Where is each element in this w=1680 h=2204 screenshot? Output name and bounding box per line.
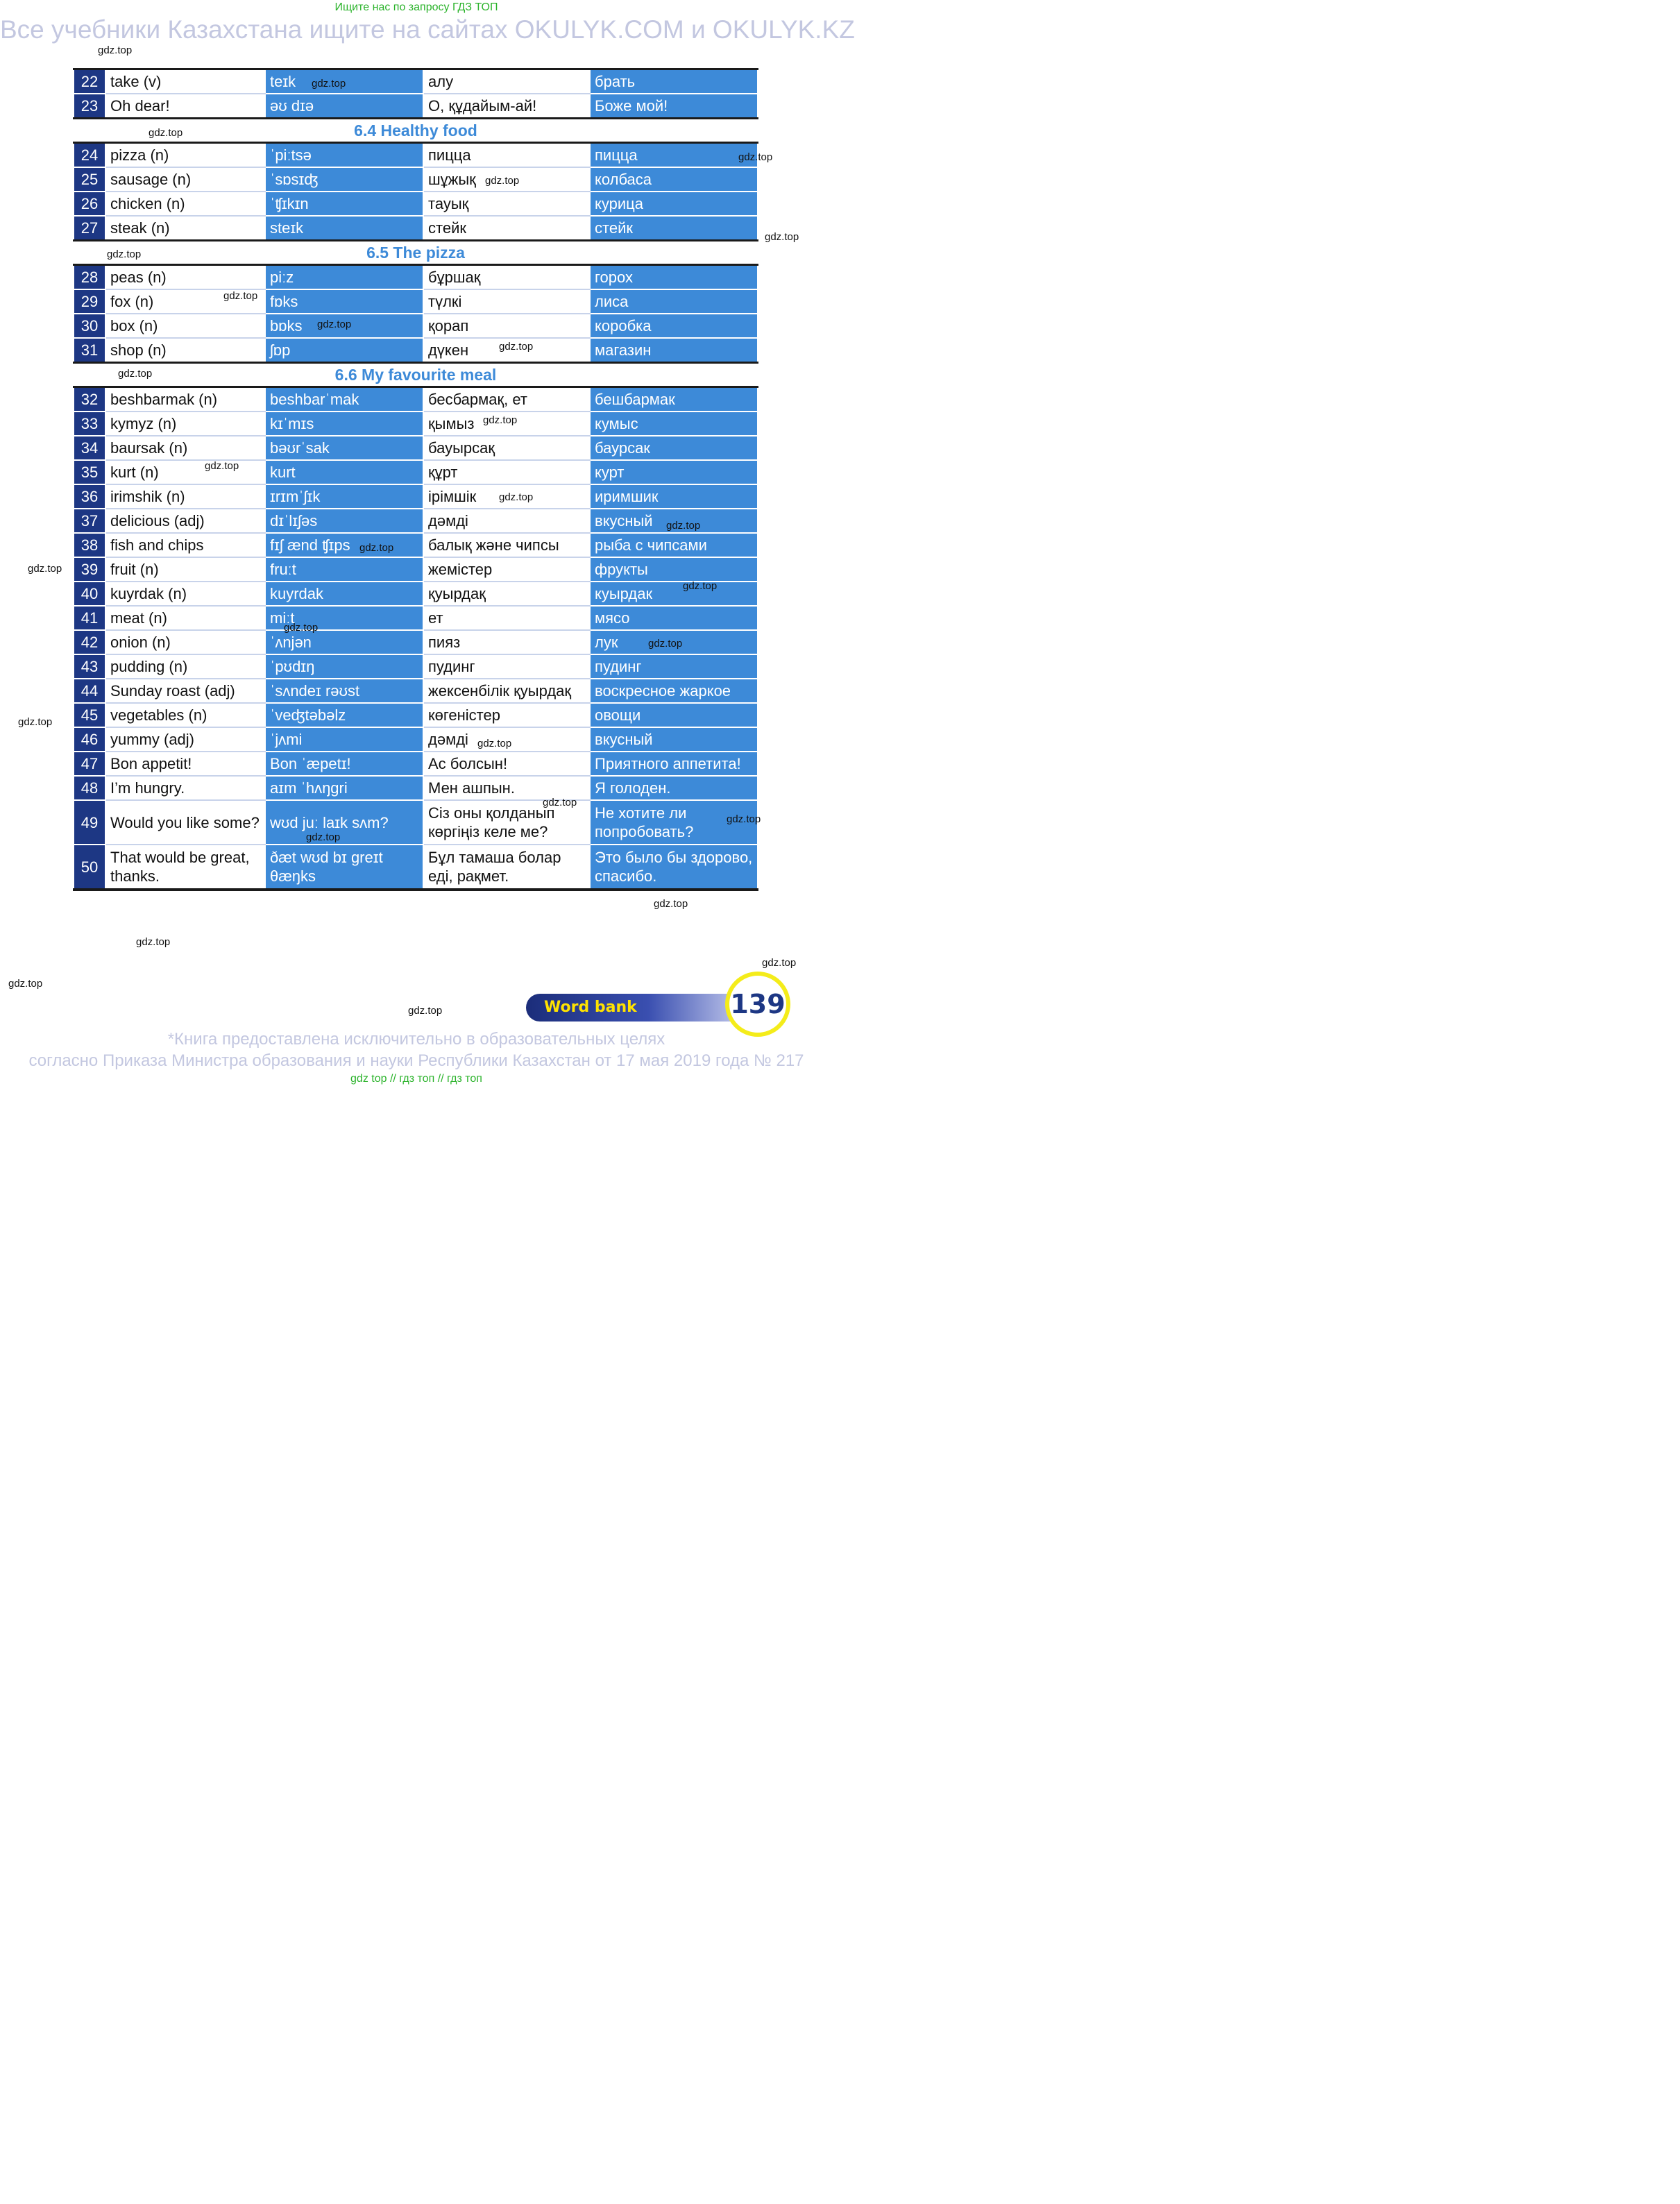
transcription: fruːt (265, 557, 423, 582)
watermark: gdz.top (499, 341, 534, 353)
russian-translation: мясо (590, 606, 758, 630)
russian-translation: пудинг (590, 654, 758, 679)
word-bank-badge (526, 989, 786, 1023)
transcription: kɪˈmɪs (265, 412, 423, 436)
transcription: piːz (265, 265, 423, 290)
russian-translation: лук (590, 630, 758, 654)
transcription: steɪk (265, 216, 423, 241)
kazakh-translation: қуырдақ (423, 582, 590, 606)
kazakh-translation: пудинг (423, 654, 590, 679)
watermark: gdz.top (666, 520, 701, 532)
word-number: 50 (74, 845, 105, 890)
english-word: pizza (n) (105, 143, 265, 168)
english-word: box (n) (105, 314, 265, 338)
english-word: fox (n) (105, 289, 265, 314)
word-row (74, 679, 758, 703)
watermark: gdz.top (317, 319, 352, 330)
watermark: gdz.top (543, 797, 577, 808)
word-row (74, 800, 758, 845)
watermark: gdz.top (136, 936, 171, 948)
word-row (74, 727, 758, 752)
russian-translation: магазин (590, 338, 758, 363)
russian-translation: рыба с чипсами (590, 533, 758, 557)
russian-translation: курт (590, 460, 758, 484)
word-row (74, 654, 758, 679)
russian-translation: фрукты (590, 557, 758, 582)
english-word: delicious (adj) (105, 509, 265, 533)
russian-translation: стейк (590, 216, 758, 241)
russian-translation: Не хотите ли попробовать? (590, 800, 758, 845)
kazakh-translation: О, құдайым-ай! (423, 94, 590, 119)
english-word: Bon appetit! (105, 752, 265, 776)
word-number: 22 (74, 69, 105, 94)
watermark: gdz.top (654, 898, 688, 910)
english-word: beshbarmak (n) (105, 387, 265, 412)
english-word: peas (n) (105, 265, 265, 290)
word-row (74, 265, 758, 290)
kazakh-translation: пицца (423, 143, 590, 168)
section-heading-row (74, 363, 758, 387)
search-note: Ищите нас по запросу ГДЗ ТОП (334, 1, 498, 13)
kazakh-translation: шұжық (423, 167, 590, 192)
word-row (74, 216, 758, 241)
word-number: 43 (74, 654, 105, 679)
word-row (74, 845, 758, 890)
english-word: vegetables (n) (105, 703, 265, 727)
kazakh-translation: ет (423, 606, 590, 630)
section-title: 6.5 The pizza (74, 241, 758, 265)
word-row (74, 703, 758, 727)
kazakh-translation: алу (423, 69, 590, 94)
kazakh-translation: бұршақ (423, 265, 590, 290)
section-label: Word bank (544, 999, 637, 1016)
disclaimer-line-2: согласно Приказа Министра образования и науки Республики Казахстан от 17 мая 2019 года № 217 (28, 1051, 804, 1070)
word-row (74, 314, 758, 338)
transcription: ˈveʤtəbəlz (265, 703, 423, 727)
word-number: 27 (74, 216, 105, 241)
kazakh-translation: жемістер (423, 557, 590, 582)
transcription: ˈsʌndeɪ rəʊst (265, 679, 423, 703)
kazakh-translation: жексенбілік қуырдақ (423, 679, 590, 703)
word-row (74, 533, 758, 557)
transcription: ˈsɒsɪʤ (265, 167, 423, 192)
transcription: kurt (265, 460, 423, 484)
russian-translation: куырдак (590, 582, 758, 606)
russian-translation: пицца (590, 143, 758, 168)
word-number: 39 (74, 557, 105, 582)
word-row (74, 192, 758, 216)
word-number: 36 (74, 484, 105, 509)
section-title: 6.6 My favourite meal (74, 363, 758, 387)
disclaimer-line-1: *Книга предоставлена исключительно в образовательных целях (167, 1030, 665, 1049)
section-title: 6.4 Healthy food (74, 119, 758, 143)
english-word: shop (n) (105, 338, 265, 363)
russian-translation: воскресное жаркое (590, 679, 758, 703)
watermark: gdz.top (118, 368, 153, 380)
watermark: gdz.top (762, 957, 797, 969)
transcription: teɪk (265, 69, 423, 94)
page-number: 139 (725, 972, 790, 1037)
transcription: fɪʃ ænd ʧɪps (265, 533, 423, 557)
transcription: ˈpiːtsə (265, 143, 423, 168)
watermark: gdz.top (8, 978, 43, 990)
word-row (74, 752, 758, 776)
kazakh-translation: стейк (423, 216, 590, 241)
word-row (74, 460, 758, 484)
watermark: gdz.top (18, 716, 53, 728)
english-word: kuyrdak (n) (105, 582, 265, 606)
kazakh-translation: Бұл тамаша болар еді, рақмет. (423, 845, 590, 890)
word-row (74, 484, 758, 509)
word-number: 48 (74, 776, 105, 800)
watermark: gdz.top (149, 127, 183, 139)
kazakh-translation: ірімшік (423, 484, 590, 509)
word-number: 46 (74, 727, 105, 752)
english-word: fruit (n) (105, 557, 265, 582)
word-row (74, 412, 758, 436)
transcription: ˈʧɪkɪn (265, 192, 423, 216)
kazakh-translation: қымыз (423, 412, 590, 436)
watermark: gdz.top (408, 1005, 443, 1017)
word-number: 25 (74, 167, 105, 192)
transcription: miːt (265, 606, 423, 630)
kazakh-translation: түлкі (423, 289, 590, 314)
word-row (74, 776, 758, 800)
english-word: Sunday roast (adj) (105, 679, 265, 703)
english-word: kurt (n) (105, 460, 265, 484)
transcription: əʊ dɪə (265, 94, 423, 119)
watermark: gdz.top (284, 622, 319, 634)
transcription: bəʊrˈsak (265, 436, 423, 460)
kazakh-translation: Сіз оны қолданып көргіңіз келе ме? (423, 800, 590, 845)
kazakh-translation: Ас болсын! (423, 752, 590, 776)
word-row (74, 289, 758, 314)
word-number: 34 (74, 436, 105, 460)
word-row (74, 436, 758, 460)
word-number: 38 (74, 533, 105, 557)
kazakh-translation: көгеністер (423, 703, 590, 727)
watermark: gdz.top (683, 580, 718, 592)
english-word: I’m hungry. (105, 776, 265, 800)
watermark: gdz.top (483, 414, 518, 426)
english-word: chicken (n) (105, 192, 265, 216)
transcription: bɒks (265, 314, 423, 338)
word-row (74, 69, 758, 94)
watermark: gdz.top (205, 460, 239, 472)
english-word: Would you like some? (105, 800, 265, 845)
word-number: 33 (74, 412, 105, 436)
word-number: 49 (74, 800, 105, 845)
transcription: ˈjʌmi (265, 727, 423, 752)
watermark: gdz.top (727, 813, 761, 825)
transcription: aɪm ˈhʌŋgri (265, 776, 423, 800)
word-row (74, 387, 758, 412)
russian-translation: овощи (590, 703, 758, 727)
kazakh-translation: тауық (423, 192, 590, 216)
kazakh-translation: Мен ашпын. (423, 776, 590, 800)
russian-translation: вкусный (590, 727, 758, 752)
watermark: gdz.top (98, 44, 133, 56)
word-number: 40 (74, 582, 105, 606)
kazakh-translation: бауырсақ (423, 436, 590, 460)
kazakh-translation: пияз (423, 630, 590, 654)
watermark: gdz.top (312, 78, 346, 90)
word-row (74, 606, 758, 630)
english-word: take (v) (105, 69, 265, 94)
word-number: 23 (74, 94, 105, 119)
english-word: steak (n) (105, 216, 265, 241)
kazakh-translation: дүкен (423, 338, 590, 363)
russian-translation: вкусный (590, 509, 758, 533)
word-number: 24 (74, 143, 105, 168)
transcription: fɒks (265, 289, 423, 314)
transcription: ʃɒp (265, 338, 423, 363)
watermark: gdz.top (485, 175, 520, 187)
kazakh-translation: балық және чипсы (423, 533, 590, 557)
word-bank-table (73, 68, 758, 891)
transcription: ðæt wʊd bɪ greɪt θæŋks (265, 845, 423, 890)
russian-translation: коробка (590, 314, 758, 338)
word-number: 37 (74, 509, 105, 533)
word-row (74, 582, 758, 606)
bottom-links[interactable]: gdz top // гдз топ // гдз топ (350, 1073, 482, 1085)
watermark: gdz.top (359, 542, 394, 554)
kazakh-translation: дәмді (423, 509, 590, 533)
watermark: gdz.top (648, 638, 683, 650)
russian-translation: баурсак (590, 436, 758, 460)
english-word: meat (n) (105, 606, 265, 630)
kazakh-translation: бесбармақ, ет (423, 387, 590, 412)
word-number: 29 (74, 289, 105, 314)
english-word: yummy (adj) (105, 727, 265, 752)
english-word: pudding (n) (105, 654, 265, 679)
transcription: beshbarˈmak (265, 387, 423, 412)
russian-translation: иримшик (590, 484, 758, 509)
word-row (74, 509, 758, 533)
russian-translation: колбаса (590, 167, 758, 192)
word-row (74, 338, 758, 363)
word-number: 32 (74, 387, 105, 412)
russian-translation: лиса (590, 289, 758, 314)
english-word: kymyz (n) (105, 412, 265, 436)
transcription: ˈpʊdɪŋ (265, 654, 423, 679)
kazakh-translation: дәмді (423, 727, 590, 752)
word-row (74, 167, 758, 192)
english-word: Oh dear! (105, 94, 265, 119)
word-row (74, 143, 758, 168)
russian-translation: Я голоден. (590, 776, 758, 800)
word-number: 45 (74, 703, 105, 727)
english-word: That would be great, thanks. (105, 845, 265, 890)
watermark: gdz.top (306, 831, 341, 843)
transcription: ɪrɪmˈʃɪk (265, 484, 423, 509)
english-word: irimshik (n) (105, 484, 265, 509)
word-number: 26 (74, 192, 105, 216)
english-word: baursak (n) (105, 436, 265, 460)
russian-translation: Боже мой! (590, 94, 758, 119)
english-word: sausage (n) (105, 167, 265, 192)
english-word: fish and chips (105, 533, 265, 557)
watermark: gdz.top (107, 248, 142, 260)
watermark: gdz.top (765, 231, 799, 243)
russian-translation: горох (590, 265, 758, 290)
watermark: gdz.top (499, 491, 534, 503)
transcription: wʊd juː laɪk sʌm? (265, 800, 423, 845)
watermark: gdz.top (28, 563, 62, 575)
transcription: ˈʌnjən (265, 630, 423, 654)
transcription: dɪˈlɪʃəs (265, 509, 423, 533)
word-number: 44 (74, 679, 105, 703)
section-heading-row (74, 241, 758, 265)
russian-translation: кумыс (590, 412, 758, 436)
english-word: onion (n) (105, 630, 265, 654)
watermark: gdz.top (477, 738, 512, 749)
transcription: kuyrdak (265, 582, 423, 606)
word-number: 42 (74, 630, 105, 654)
word-row (74, 94, 758, 119)
word-row (74, 557, 758, 582)
russian-translation: брать (590, 69, 758, 94)
textbook-banner: Все учебники Казахстана ищите на сайтах OKULYK.COM и OKULYK.KZ (0, 15, 855, 44)
kazakh-translation: құрт (423, 460, 590, 484)
word-number: 28 (74, 265, 105, 290)
word-number: 47 (74, 752, 105, 776)
russian-translation: Приятного аппетита! (590, 752, 758, 776)
watermark: gdz.top (738, 151, 773, 163)
transcription: Bon ˈæpetɪ! (265, 752, 423, 776)
russian-translation: курица (590, 192, 758, 216)
word-number: 41 (74, 606, 105, 630)
word-number: 30 (74, 314, 105, 338)
watermark: gdz.top (223, 290, 258, 302)
word-number: 35 (74, 460, 105, 484)
russian-translation: бешбармак (590, 387, 758, 412)
russian-translation: Это было бы здорово, спасибо. (590, 845, 758, 890)
kazakh-translation: қорап (423, 314, 590, 338)
word-number: 31 (74, 338, 105, 363)
